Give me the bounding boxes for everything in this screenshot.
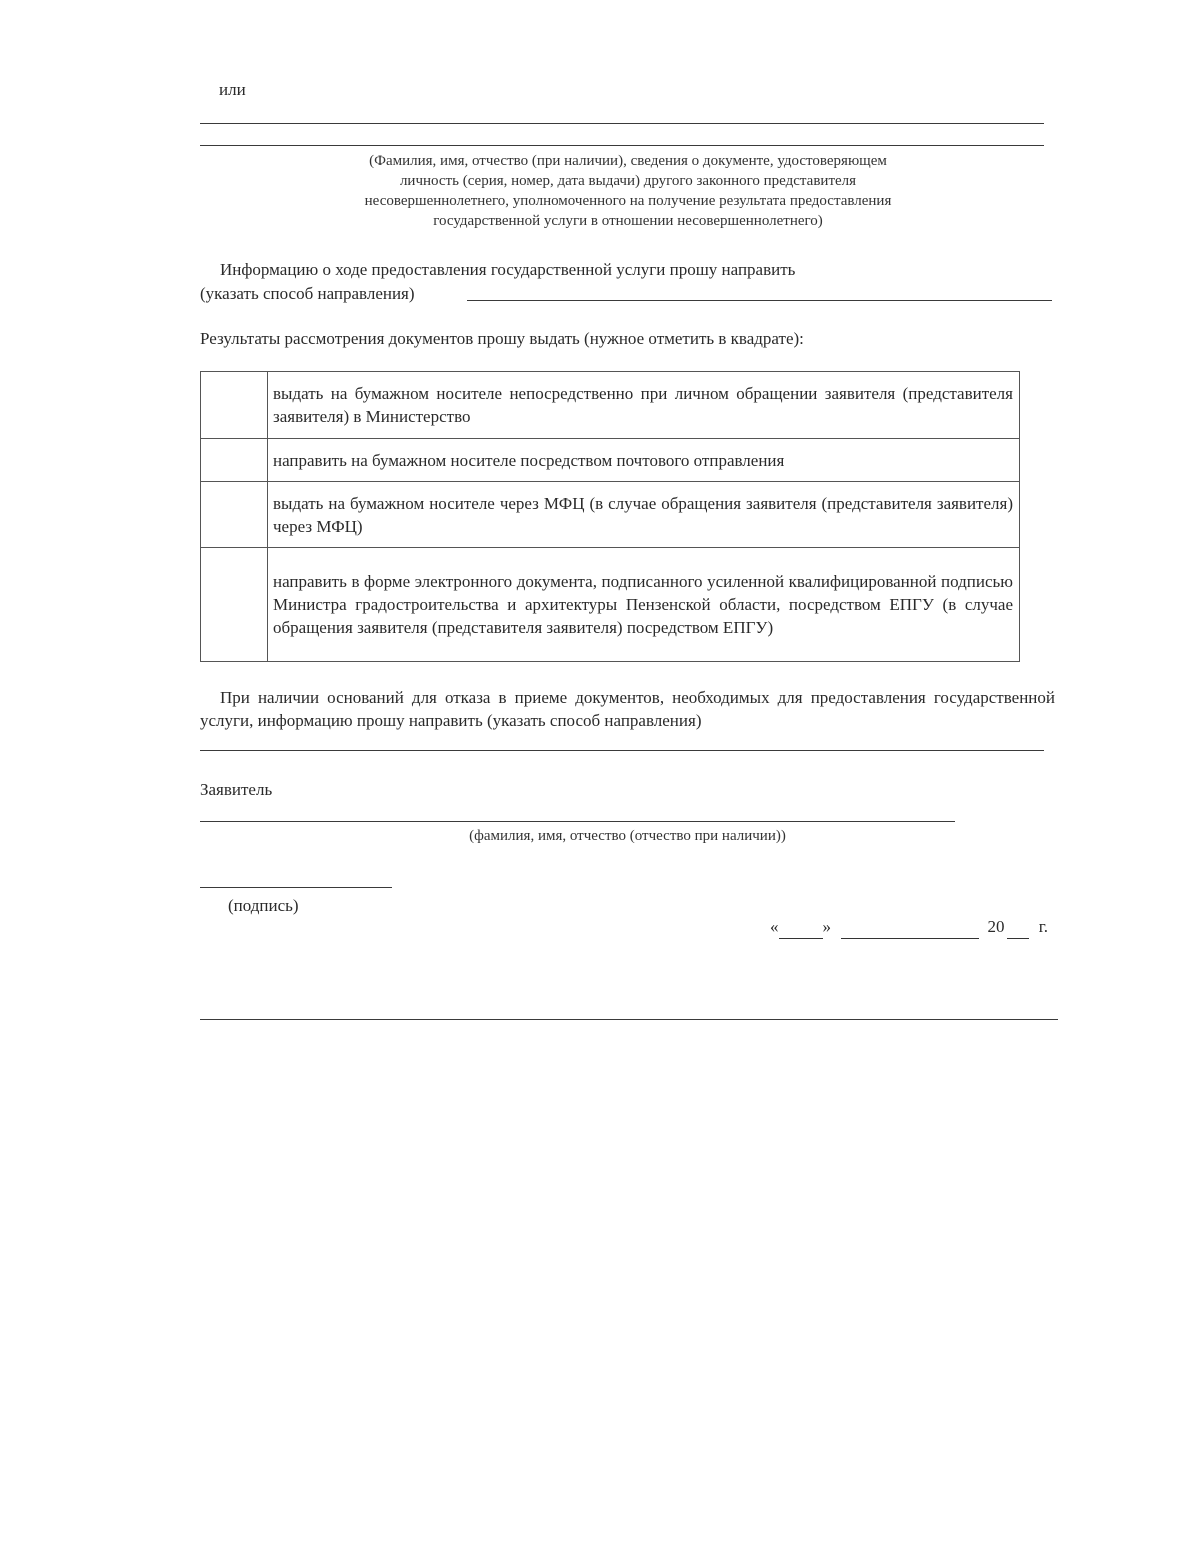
month-field[interactable] [841,915,979,939]
option-text: направить на бумажном носителе посредством почтового отправления [268,439,1020,482]
option-checkbox-epgu[interactable] [201,548,268,662]
representative-caption-line: личность (серия, номер, дата выдачи) другого законного представителя [399,173,857,189]
representative-caption-line: (Фамилия, имя, отчество (при наличии), сведения о документе, удостоверяющем [369,153,887,169]
representative-caption-line: государственной услуги в отношении несовершеннолетнего) [433,213,823,229]
progress-info-line-1: Информацию о ходе предоставления государственной услуги прошу направить [220,260,796,279]
option-text: направить в форме электронного документа, подписанного усиленной квалифицированной подписью Министра градостроительства и архитектуры Пензенской области, посредством ЕПГУ (в случае обращения заявителя (представителя заявителя) посредством ЕПГУ) [268,548,1020,662]
applicant-fio-field[interactable] [200,821,955,822]
year-suffix: г. [1038,917,1049,936]
date-open-quote: « [770,917,779,936]
representative-caption-line: несовершеннолетнего, уполномоченного на получение результата предоставления [364,193,892,209]
representative-line-2[interactable] [200,145,1044,146]
refusal-info: При наличии оснований для отказа в приеме документов, необходимых для предоставления государственной услуги, информацию прошу направить (указать способ направления) [200,688,1055,730]
year-prefix: 20 [987,917,1005,936]
option-checkbox-in-person[interactable] [201,372,268,439]
signature-caption: (подпись) [228,896,299,915]
representative-caption [250,151,1006,231]
or-word: или [219,80,246,99]
option-text: выдать на бумажном носителе через МФЦ (в случае обращения заявителя (представителя заявителя) через МФЦ) [268,482,1020,548]
date-close-quote: » [822,917,831,936]
year-field[interactable] [1007,915,1029,939]
table-row [201,548,1020,662]
date-field [770,915,1056,939]
table-row [201,372,1020,439]
applicant-label: Заявитель [200,780,273,799]
bottom-divider [200,1019,1058,1020]
result-options-table [200,371,1020,662]
fio-caption: (фамилия, имя, отчество (отчество при наличии)) [469,828,786,844]
refusal-method-field[interactable] [200,750,1044,751]
signature-field[interactable] [200,887,392,888]
progress-method-field[interactable] [467,300,1052,301]
results-heading: Результаты рассмотрения документов прошу выдать (нужное отметить в квадрате): [200,329,804,348]
representative-line-1[interactable] [200,123,1044,124]
option-text: выдать на бумажном носителе непосредственно при личном обращении заявителя (представителя заявителя) в Министерство [268,372,1020,439]
progress-info-line-2: (указать способ направления) [200,284,415,303]
option-checkbox-mfc[interactable] [201,482,268,548]
table-row [201,482,1020,548]
table-row [201,439,1020,482]
day-field[interactable] [779,915,823,939]
option-checkbox-mail[interactable] [201,439,268,482]
